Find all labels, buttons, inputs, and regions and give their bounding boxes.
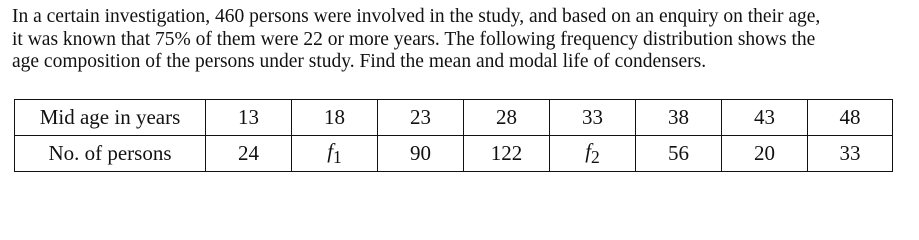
frequency-subscript: 1	[333, 147, 342, 168]
problem-statement	[12, 6, 912, 74]
mid-age-cell: 28	[464, 100, 550, 136]
persons-cell: 24	[206, 136, 292, 172]
persons-cell: 56	[636, 136, 722, 172]
mid-age-cell: 38	[636, 100, 722, 136]
mid-age-cell: 33	[550, 100, 636, 136]
unknown-frequency-symbol: f	[585, 138, 592, 163]
persons-cell: 33	[808, 136, 893, 172]
mid-age-cell: 23	[378, 100, 464, 136]
problem-line-2: it was known that 75% of them were 22 or more years. The following frequency distribution shows the	[12, 28, 816, 50]
persons-cell: 122	[464, 136, 550, 172]
row-header-mid-age: Mid age in years	[15, 100, 206, 136]
persons-cell: 90	[378, 136, 464, 172]
problem-line-3: age composition of the persons under study. Find the mean and modal life of condensers.	[12, 51, 707, 72]
frequency-subscript: 2	[591, 147, 600, 168]
mid-age-cell: 48	[808, 100, 893, 136]
persons-cell-f1	[292, 136, 378, 172]
frequency-table	[14, 99, 893, 172]
mid-age-cell: 13	[206, 100, 292, 136]
mid-age-cell: 43	[722, 100, 808, 136]
table-row-mid-age	[15, 100, 893, 136]
persons-cell-f2	[550, 136, 636, 172]
persons-cell: 20	[722, 136, 808, 172]
mid-age-cell: 18	[292, 100, 378, 136]
unknown-frequency-symbol: f	[327, 138, 334, 163]
table-row-persons	[15, 136, 893, 172]
problem-line-1: In a certain investigation, 460 persons were involved in the study, and based on an enquiry on their age,	[12, 6, 821, 27]
row-header-persons: No. of persons	[15, 136, 206, 172]
